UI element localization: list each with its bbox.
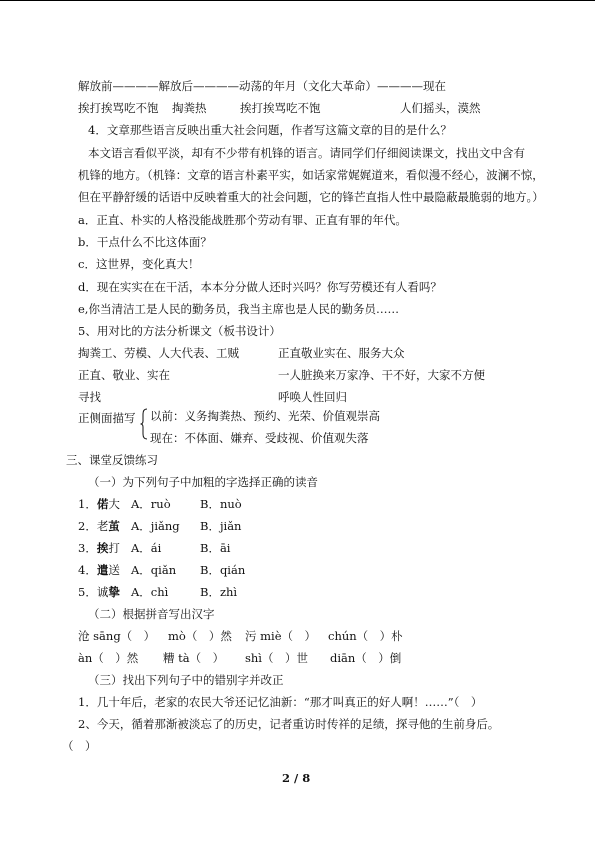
pinyin-blank: diān（ ）倒 <box>330 651 402 665</box>
pinyin-blank: àn（ ）然 <box>78 651 139 665</box>
timeline-state-3: 挨打挨骂吃不饱 <box>240 101 321 115</box>
pinyin-blank: chún（ ）朴 <box>328 629 403 643</box>
question-5-title: 5、用对比的方法分析课文（板书设计） <box>78 324 281 338</box>
reading-option-b: B．qián <box>200 563 246 577</box>
contrast-before: 以前：义务掏粪热、预约、光荣、价值观崇高 <box>150 409 380 423</box>
pinyin-blank: 糟 tà（ ） <box>163 651 225 665</box>
contrast-now: 现在：不体面、嫌弃、受歧视、价值观失落 <box>150 431 369 445</box>
question-4-paragraph: 本文语言看似平淡，却有不少带有机锋的语言。请同学们仔细阅读课文，找出文中含有 <box>88 146 525 160</box>
reading-option-a: A．ruò <box>131 497 171 511</box>
header-rule <box>0 0 595 1</box>
reading-option-b: B．jiǎn <box>200 519 242 533</box>
pinyin-blank: 污 miè（ ） <box>245 629 317 643</box>
reading-option-a: A．jiǎng <box>131 519 180 533</box>
part-3-title: （三）找出下列句子中的错别字并改正 <box>88 673 284 687</box>
reading-item: 2．老茧 <box>78 519 120 533</box>
reading-item: 3．挨打 <box>78 541 120 555</box>
timeline-state-1: 挨打挨骂吃不饱 <box>78 101 159 115</box>
board-left-1: 掏粪工、劳模、人大代表、工贼 <box>78 346 239 360</box>
question-4-paragraph: 机锋的地方。（机锋：文章的语言朴素平实，如话家常娓娓道来，看似漫不经心，波澜不惊， <box>78 168 544 182</box>
reading-option-b: B．zhì <box>200 585 238 599</box>
page-number: 2 / 8 <box>282 771 311 785</box>
example-d: d．现在实实在在干活，本本分分做人还时兴吗？你写劳模还有人看吗？ <box>78 280 442 294</box>
pinyin-blank: mò（ ）然 <box>168 629 232 643</box>
timeline-state-2: 掏粪热 <box>172 101 207 115</box>
part-2-title: （二）根据拼音写出汉字 <box>88 607 215 621</box>
pinyin-blank: 沧 sāng（ ） <box>78 629 156 643</box>
timeline-state-4: 人们摇头，漠然 <box>400 101 481 115</box>
board-right-3: 呼唤人性回归 <box>278 390 347 404</box>
reading-option-a: A．ái <box>131 541 162 555</box>
example-e: e,你当清洁工是人民的勤务员，我当主席也是人民的勤务员…… <box>78 302 399 316</box>
example-b: b．干点什么不比这体面？ <box>78 235 212 249</box>
reading-item: 1．偌大 <box>78 497 120 511</box>
reading-option-a: A．qiǎn <box>131 563 177 577</box>
question-4-paragraph: 但在平静舒缓的话语中反映着重大的社会问题，它的锋芒直指人性中最隐蔽最脆弱的地方。） <box>78 190 544 204</box>
brace-icon <box>140 408 148 440</box>
board-right-1: 正直敬业实在、服务大众 <box>278 346 405 360</box>
reading-item: 4．遣送 <box>78 563 120 577</box>
side-description-label: 正侧面描写 <box>78 411 136 425</box>
pinyin-blank: shì（ ）世 <box>245 651 308 665</box>
board-right-2: 一人脏换来万家净、干不好，大家不方便 <box>278 368 485 382</box>
timeline-stages: 解放前————解放后————动荡的年月（文化大革命）————现在 <box>78 79 446 93</box>
sentence-1: 1．几十年后，老家的农民大爷还记忆油新：“那才叫真正的好人啊！……”（ ） <box>78 695 483 709</box>
sentence-2: 2、今天，循着那渐被淡忘了的历史，记者重访时传祥的足绩，探寻他的生前身后。 <box>78 717 500 731</box>
board-left-2: 正直、敬业、实在 <box>78 368 170 382</box>
reading-option-a: A．chì <box>131 585 169 599</box>
question-4-title: 4．文章那些语言反映出重大社会问题，作者写这篇文章的目的是什么？ <box>88 123 452 137</box>
example-c: c．这世界，变化真大！ <box>78 257 200 271</box>
example-a: a．正直、朴实的人格没能战胜那个劳动有罪、正直有罪的年代。 <box>78 213 407 227</box>
board-left-3: 寻找 <box>78 390 101 404</box>
reading-option-b: B．āi <box>200 541 231 555</box>
answer-blank: （ ） <box>62 739 97 753</box>
part-1-title: （一）为下列句子中加粗的字选择正确的读音 <box>88 475 318 489</box>
section-3-title: 三、课堂反馈练习 <box>66 453 158 467</box>
reading-item: 5．诚挚 <box>78 585 120 599</box>
reading-option-b: B．nuò <box>200 497 242 511</box>
